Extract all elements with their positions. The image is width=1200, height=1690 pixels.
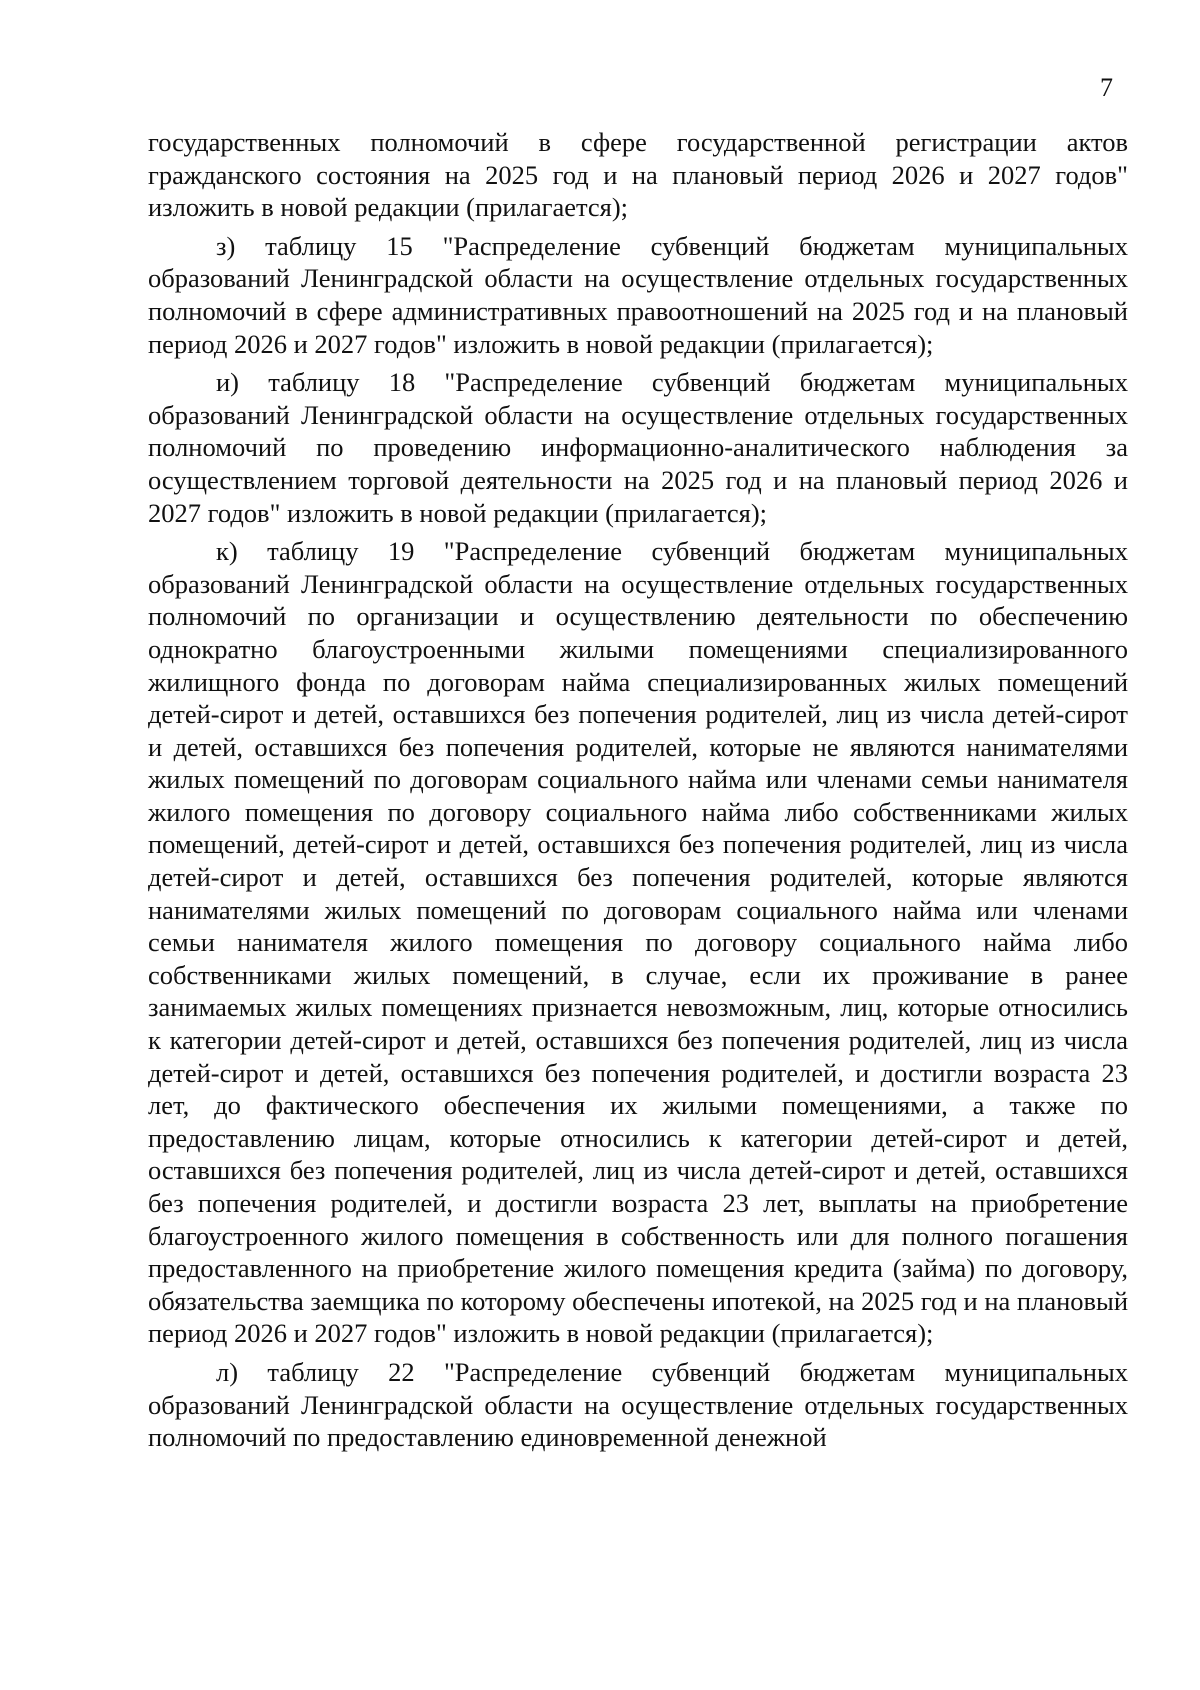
document-body [148,126,1128,1454]
paragraph-item-l: л) таблицу 22 "Распределение субвенций бюджетам муниципальных образований Ленинградской области на осуществление отдельных государственных полномочий по предоставлению единовременной денежной [148,1356,1128,1453]
paragraph-continuation: государственных полномочий в сфере государственной регистрации актов гражданского состояния на 2025 год и на плановый период 2026 и 2027 годов" изложить в новой редакции (прилагается); [148,127,1128,223]
paragraph-item-z: з) таблицу 15 "Распределение субвенций бюджетам муниципальных образований Ленинградской области на осуществление отдельных государственных полномочий в сфере административных правоотношений на 2025 год и на плановый период 2026 и 2027 годов" изложить в новой редакции (прилагается); [148,230,1128,359]
paragraph-item-k: к) таблицу 19 "Распределение субвенций бюджетам муниципальных образований Ленинградской области на осуществление отдельных государственных полномочий по организации и осуществлению деятельности по обеспечению однократно благоустроенными жилыми помещениями специализированного жилищного фонда по договорам найма специализированных жилых помещений детей-сирот и детей, оставшихся без попечения родителей, лиц из числа детей-сирот и детей, оставшихся без попечения родителей, которые не являются нанимателями жилых помещений по договорам социального найма или членами семьи нанимателя жилого помещения по договору социального найма либо собственниками жилых помещений, детей-сирот и детей, оставшихся без попечения родителей, лиц из числа детей-сирот и детей, оставшихся без попечения родителей, которые являются нанимателями жилых помещений по договорам социального найма или членами семьи нанимателя жилого помещения по договору социального найма либо собственниками жилых помещений, в случае, если их проживание в ранее занимаемых жилых помещениях признается невозможным, лиц, которые относились к категории детей-сирот и детей, оставшихся без попечения родителей, лиц из числа детей-сирот и детей, оставшихся без попечения родителей, и достигли возраста 23 лет, до фактического обеспечения их жилыми помещениями, а также по предоставлению лицам, которые относились к категории детей-сирот и детей, оставшихся без попечения родителей, лиц из числа детей-сирот и детей, оставшихся без попечения родителей, и достигли возраста 23 лет, выплаты на приобретение благоустроенного жилого помещения в собственность или для полного погашения предоставленного на приобретение жилого помещения кредита (займа) по договору, обязательства заемщика по которому обеспечены ипотекой, на 2025 год и на плановый период 2026 и 2027 годов" изложить в новой редакции (прилагается); [148,536,1129,1349]
page-number: 7 [1100,73,1113,102]
paragraph-item-i: и) таблицу 18 "Распределение субвенций бюджетам муниципальных образований Ленинградской области на осуществление отдельных государственных полномочий по проведению информационно-аналитического наблюдения за осуществлением торговой деятельности на 2025 год и на плановый период 2026 и 2027 годов" изложить в новой редакции (прилагается); [148,367,1128,528]
